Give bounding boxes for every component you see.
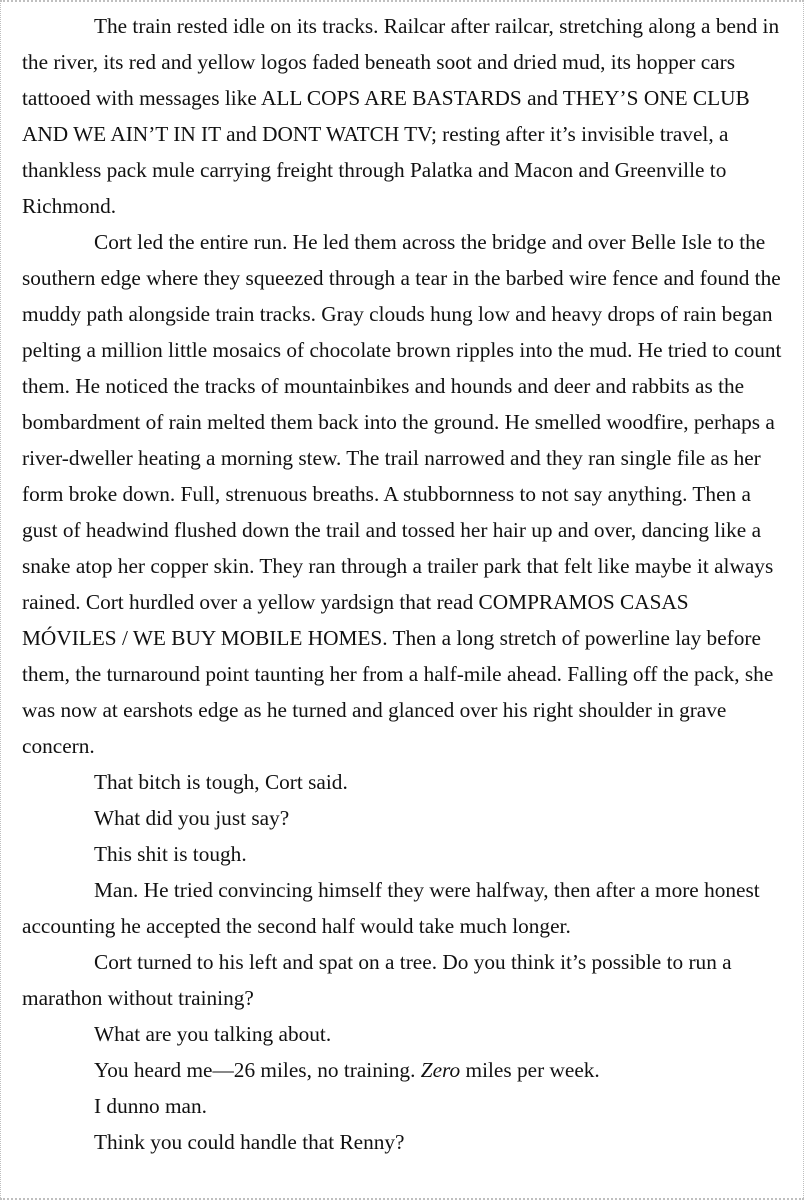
emphasis-word: Zero (420, 1058, 461, 1082)
dialogue-line: This shit is tough. (94, 842, 247, 866)
document-body (22, 8, 786, 1160)
paragraph-run: Cort led the entire run. He led them across the bridge and over Belle Isle to the southern edge where they squeezed through a tear in the barbed wire fence and found the muddy path alongside train tracks. Gray clouds hung low and heavy drops of rain began pelting a million little mosaics of chocolate brown ripples into the mud. He tried to count them. He noticed the tracks of mountainbikes and hounds and deer and rabbits as the bombardment of rain melted them back into the ground. He smelled woodfire, perhaps a river-dweller heating a morning stew. The trail narrowed and they ran single file as her form broke down. Full, strenuous breaths. A stubbornness to not say anything. Then a gust of headwind flushed down the trail and tossed her hair up and over, dancing like a snake atop her copper skin. They ran through a trailer park that felt like maybe it always rained. Cort hurdled over a yellow yardsign that read COMPRAMOS CASAS MÓVILES / WE BUY MOBILE HOMES. Then a long stretch of powerline lay before them, the turnaround point taunting her from a half-mile ahead. Falling off the pack, she was now at earshots edge as he turned and glanced over his right shoulder in grave concern. (22, 230, 782, 758)
dialogue-line: What did you just say? (94, 806, 290, 830)
dialogue-line: Think you could handle that Renny? (94, 1130, 405, 1154)
dialogue-line: That bitch is tough, Cort said. (94, 770, 348, 794)
dialogue-line: What are you talking about. (94, 1022, 332, 1046)
dialogue-text: You heard me—26 miles, no training. (94, 1058, 421, 1082)
dialogue-line: I dunno man. (94, 1094, 207, 1118)
paragraph-halfway: Man. He tried convincing himself they were halfway, then after a more honest accounting he accepted the second half would take much longer. (22, 878, 760, 938)
paragraph-marathon: Cort turned to his left and spat on a tree. Do you think it’s possible to run a marathon without training? (22, 950, 732, 1010)
paragraph-train: The train rested idle on its tracks. Railcar after railcar, stretching along a bend in the river, its red and yellow logos faded beneath soot and dried mud, its hopper cars tattooed with messages like ALL COPS ARE BASTARDS and THEY’S ONE CLUB AND WE AIN’T IN IT and DONT WATCH TV; resting after it’s invisible travel, a thankless pack mule carrying freight through Palatka and Macon and Greenville to Richmond. (22, 14, 780, 218)
dialogue-text: miles per week. (460, 1058, 600, 1082)
dialogue-line-emphasis (22, 1052, 786, 1088)
